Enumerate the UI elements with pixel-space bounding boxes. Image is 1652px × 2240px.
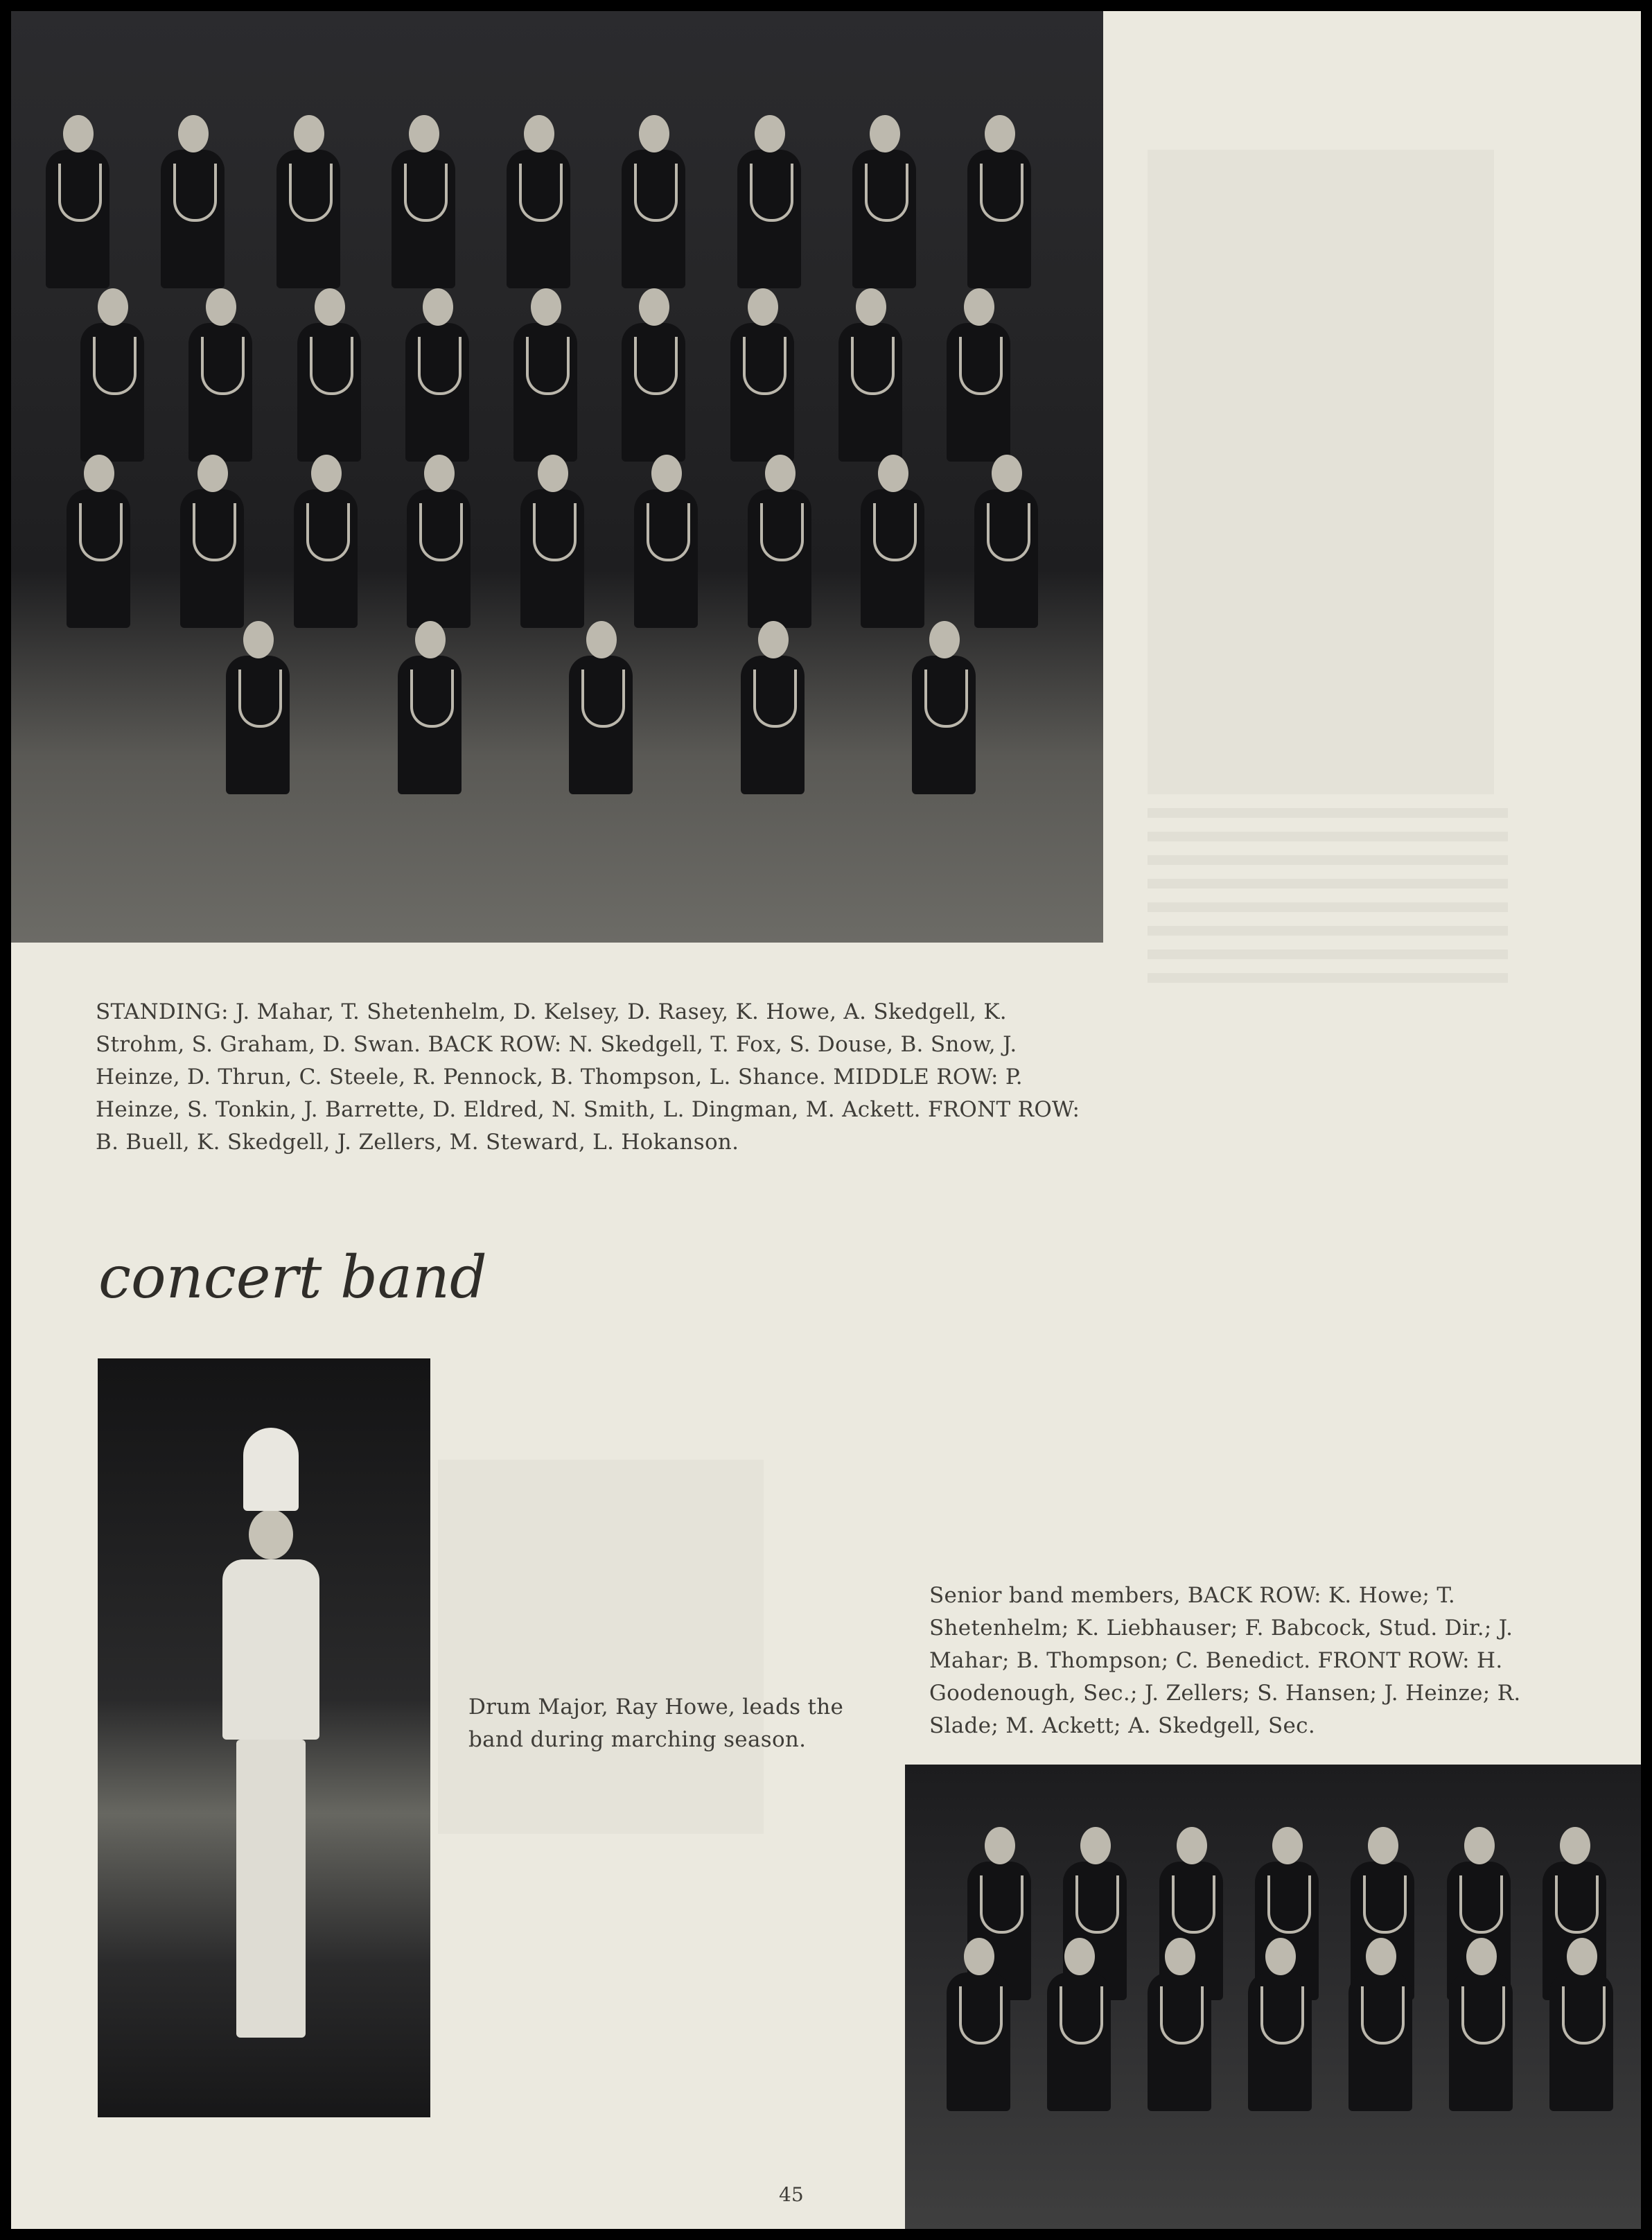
standing-row (39, 115, 1037, 295)
band-member (723, 288, 800, 469)
band-member (398, 288, 475, 469)
band-member (1241, 1938, 1317, 2118)
background-show-through (1148, 150, 1494, 794)
background-text-show-through (1148, 808, 1508, 1085)
band-member (391, 621, 467, 801)
band-member (734, 621, 810, 801)
band-member (832, 288, 908, 469)
band-member (173, 455, 249, 635)
drum-major-figure (222, 1428, 319, 2051)
band-member (1040, 1938, 1116, 2118)
band-member (507, 288, 583, 469)
front-row (219, 621, 981, 801)
band-member (500, 115, 576, 295)
middle-row (60, 455, 1044, 635)
section-title: concert band (98, 1243, 487, 1311)
band-member (219, 621, 295, 801)
band-group-photo (11, 11, 1103, 943)
page-number: 45 (779, 2183, 804, 2206)
drum-major-caption: Drum Major, Ray Howe, leads the band during marching season. (468, 1695, 844, 1752)
band-member (615, 115, 691, 295)
band-member (960, 115, 1037, 295)
senior-front-row (940, 1938, 1619, 2118)
band-member (154, 115, 230, 295)
band-member (385, 115, 461, 295)
band-member (513, 455, 590, 635)
senior-members-photo (905, 1765, 1641, 2229)
band-member (290, 288, 367, 469)
band-member (1442, 1938, 1518, 2118)
yearbook-page (11, 11, 1641, 2229)
band-member (270, 115, 346, 295)
band-member (562, 621, 638, 801)
band-member (400, 455, 476, 635)
band-photo-caption: STANDING: J. Mahar, T. Shetenhelm, D. Kelsey, D. Rasey, K. Howe, A. Skedgell, K. Strohm, S. Graham, D. Swan. BACK ROW: N. Skedgell, T. Fox, S. Douse, B. Snow, J. Heinze, D. Thrun, C. Steele, R. Pennock, B. Thompson, L. Shance. MIDDLE ROW: P. Heinze, S. Tonkin, J. Barrette, D. Eldred, N. Smith, L. Dingman, M. Ackett. FRONT ROW: B. Buell, K. Skedgell, J. Zellers, M. Steward, L. Hokanson. (96, 999, 1080, 1155)
band-member (730, 115, 807, 295)
band-member (287, 455, 363, 635)
band-member (73, 288, 150, 469)
band-member (845, 115, 922, 295)
band-member (1543, 1938, 1619, 2118)
drum-major-photo (98, 1358, 430, 2117)
band-member (741, 455, 817, 635)
band-member (967, 455, 1044, 635)
band-member (39, 115, 115, 295)
band-member (627, 455, 703, 635)
band-member (854, 455, 930, 635)
back-row (73, 288, 1016, 469)
band-member (940, 1938, 1016, 2118)
band-member (905, 621, 981, 801)
senior-members-caption: Senior band members, BACK ROW: K. Howe; T. Shetenhelm; K. Liebhauser; F. Babcock, Stud. Dir.; J. Mahar; B. Thompson; C. Benedict. FRONT ROW: H. Goodenough, Sec.; J. Zellers; S. Hansen; J. Heinze; R. Slade; M. Ackett; A. Skedgell, Sec. (929, 1583, 1521, 1738)
band-member (1342, 1938, 1418, 2118)
band-member (615, 288, 691, 469)
band-member (1141, 1938, 1217, 2118)
band-member (940, 288, 1016, 469)
band-member (182, 288, 258, 469)
band-member (60, 455, 136, 635)
background-panel-show-through (438, 1460, 764, 1834)
